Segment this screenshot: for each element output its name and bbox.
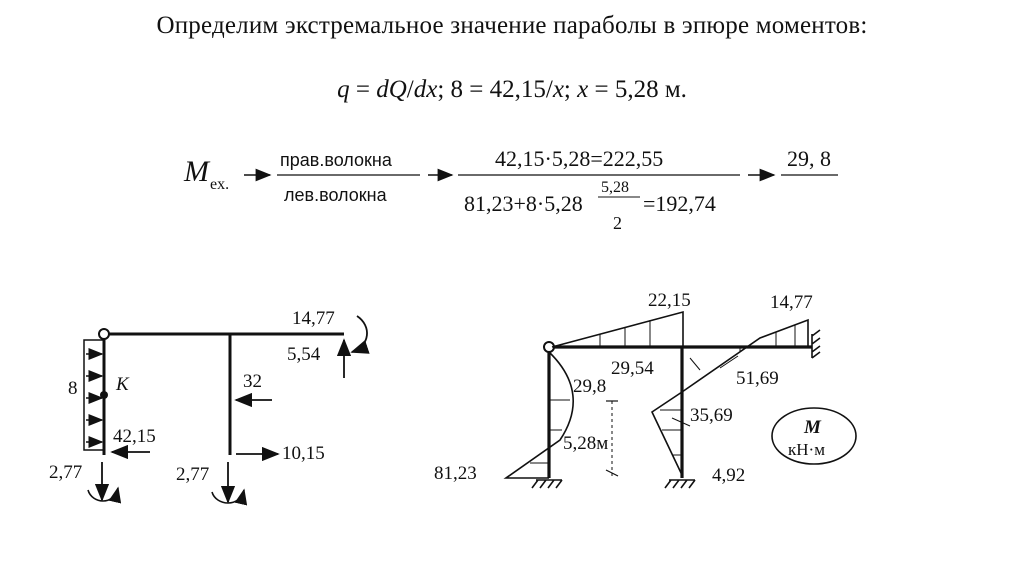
calc-frac-den: 2: [613, 213, 622, 233]
label-4-92: 4,92: [712, 465, 746, 486]
force-left-label: 42,15: [113, 426, 156, 447]
fiber-bottom: лев.волокна: [284, 185, 387, 205]
point-k-label: K: [116, 374, 129, 395]
calc-frac-num: 5,28: [601, 179, 629, 196]
formula-end: = 5,28 м.: [588, 76, 687, 103]
legend-units: кН·м: [788, 440, 825, 459]
support-middle-hatch: [665, 480, 695, 488]
moment-subscript: ex.: [210, 176, 230, 193]
moment-symbol: M: [184, 155, 209, 188]
leader-51-69: [720, 356, 738, 368]
force-top-label: 14,77: [292, 308, 335, 329]
force-bottom-label: 10,15: [282, 443, 325, 464]
leader-29-54: [690, 358, 700, 370]
formula-x1: x: [552, 76, 564, 103]
left-frame-diagram: [84, 316, 367, 503]
label-35-69: 35,69: [690, 405, 733, 426]
middle-column-moment: [652, 392, 682, 475]
support-right-label: 2,77: [176, 464, 210, 485]
label-5-28m: 5,28м: [563, 433, 609, 454]
formula-slash: /: [406, 76, 414, 103]
support-left-hatch: [532, 480, 562, 488]
formula-eq1: =: [349, 76, 377, 103]
formula-mid: ; 8 = 42,15/: [437, 76, 553, 103]
formula-q: q: [337, 76, 350, 103]
fiber-top: прав.волокна: [280, 150, 392, 170]
left-hinge: [99, 329, 109, 339]
label-51-69: 51,69: [736, 368, 779, 389]
formula-x2: x: [577, 76, 589, 103]
formula-sep: ;: [563, 76, 578, 103]
right-moment-diagram: [506, 312, 856, 488]
point-k-marker: [100, 391, 108, 399]
left-column-parabola: [506, 352, 573, 478]
calc-bottom-right: =192,74: [643, 191, 716, 216]
force-mid-label: 32: [243, 371, 262, 392]
slide-title: Определим экстремальное значение параболы в эпюре моментов:: [156, 12, 868, 39]
moment-formula: [183, 146, 838, 233]
calc-top: 42,15·5,28=222,55: [495, 146, 664, 171]
reaction-right-label: 5,54: [287, 344, 321, 365]
legend-symbol: M: [804, 417, 821, 438]
support-left-label: 2,77: [49, 462, 83, 483]
moment-1477-arrow: [352, 316, 367, 352]
support-left-moment: [88, 488, 118, 501]
formula-dx: dx: [413, 76, 438, 103]
label-14-77: 14,77: [770, 292, 813, 313]
load-label: 8: [68, 378, 78, 399]
label-29-54: 29,54: [611, 358, 654, 379]
result-value: 29, 8: [787, 146, 831, 171]
calc-bottom-left: 81,23+8·5,28: [464, 191, 583, 216]
support-right-hatch: [812, 330, 820, 358]
right-diagram-labels: [434, 290, 825, 486]
label-81-23: 81,23: [434, 463, 477, 484]
label-29-8: 29,8: [573, 376, 607, 397]
formula-dq: dQ: [376, 76, 407, 103]
beam-moment-triangle: [552, 312, 683, 347]
label-22-15: 22,15: [648, 290, 691, 311]
